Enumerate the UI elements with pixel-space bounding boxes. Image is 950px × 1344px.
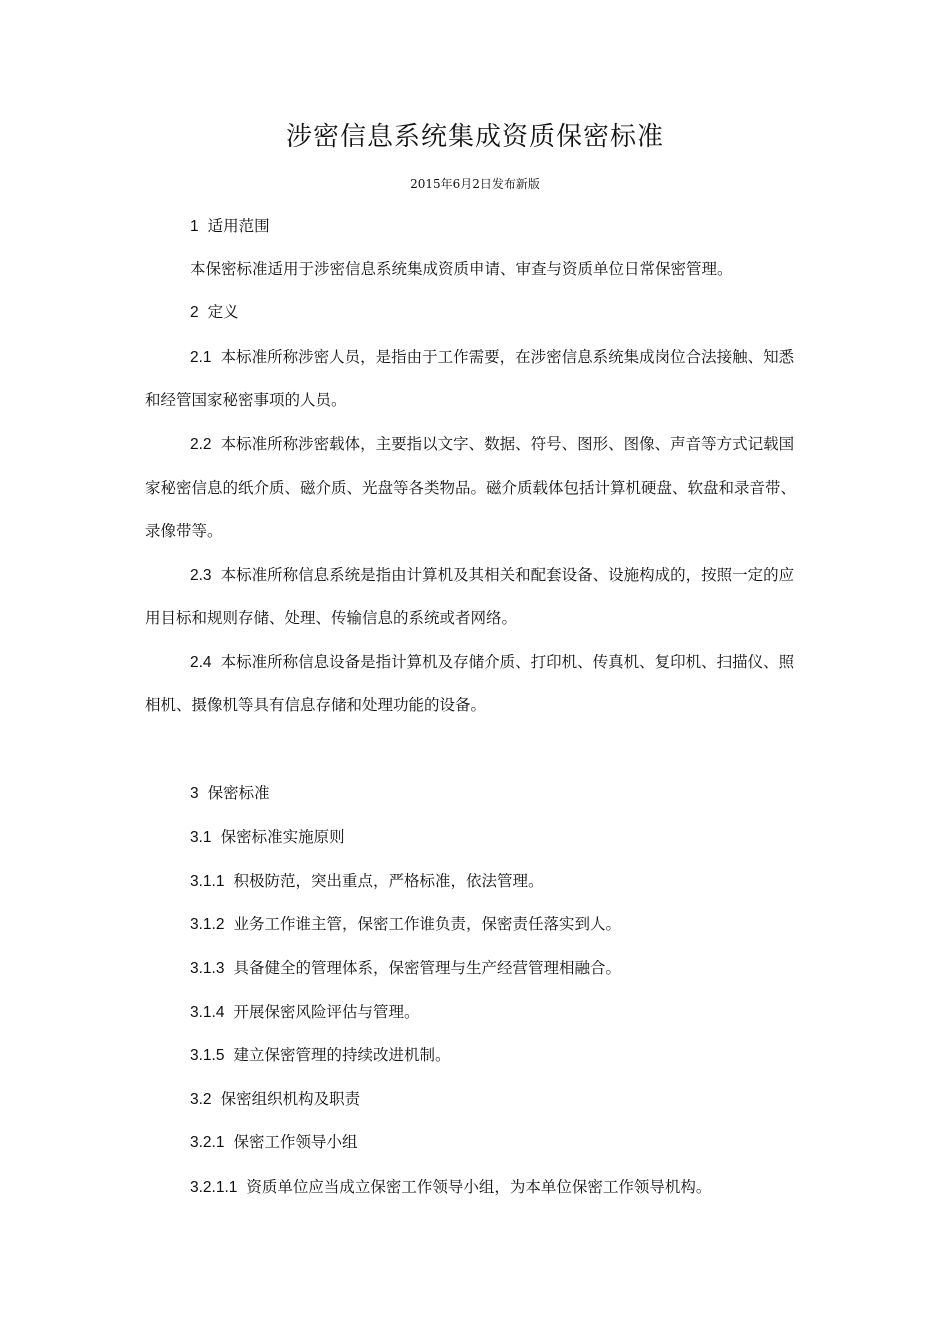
paragraph-scope: 本保密标准适用于涉密信息系统集成资质申请、审查与资质单位日常保密管理。 (190, 260, 733, 278)
clause-text: 保密标准实施原则 (220, 828, 345, 846)
clause-number: 3.1.2 (190, 916, 225, 933)
clause-2-4-line-1 (190, 652, 794, 673)
clause-text: 具备健全的管理体系，保密管理与生产经营管理相融合。 (233, 959, 621, 977)
clause-text: 资质单位应当成立保密工作领导小组，为本单位保密工作领导机构。 (246, 1178, 712, 1196)
clause-text: 本标准所称信息设备是指计算机及存储介质、打印机、传真机、复印机、扫描仪、照 (220, 653, 795, 671)
section-number: 1 (190, 218, 199, 235)
clause-2-1-line-2: 和经管国家秘密事项的人员。 (145, 391, 347, 409)
clause-number: 3.1.3 (190, 960, 225, 977)
clause-number: 2.1 (190, 349, 212, 366)
section-number: 3 (190, 785, 199, 802)
clause-number: 3.2 (190, 1091, 212, 1108)
section-1-heading (190, 216, 270, 237)
section-title: 适用范围 (207, 217, 270, 235)
clause-2-3-line-1 (190, 565, 794, 586)
document-title: 涉密信息系统集成资质保密标准 (285, 122, 664, 152)
clause-number: 3.1.4 (190, 1004, 225, 1021)
section-number: 2 (190, 304, 199, 321)
clause-text: 开展保密风险评估与管理。 (233, 1003, 420, 1021)
clause-number: 3.1.5 (190, 1047, 225, 1064)
clause-2-2-line-2: 家秘密信息的纸介质、磁介质、光盘等各类物品。磁介质载体包括计算机硬盘、软盘和录音带、 (145, 479, 797, 497)
section-title: 定义 (207, 303, 239, 321)
clause-text: 本标准所称涉密载体，主要指以文字、数据、符号、图形、图像、声音等方式记载国 (220, 435, 795, 453)
clause-text: 积极防范，突出重点，严格标准，依法管理。 (233, 872, 544, 890)
clause-text: 本标准所称涉密人员，是指由于工作需要，在涉密信息系统集成岗位合法接触、知悉 (220, 348, 795, 366)
clause-2-2-line-3: 录像带等。 (145, 522, 223, 540)
clause-text: 建立保密管理的持续改进机制。 (233, 1046, 451, 1064)
clause-number: 2.2 (190, 436, 212, 453)
clause-text: 保密组织机构及职责 (220, 1090, 361, 1108)
clause-text: 业务工作谁主管，保密工作谁负责，保密责任落实到人。 (233, 915, 621, 933)
clause-2-1-line-1 (190, 347, 810, 368)
section-3-heading (190, 783, 270, 804)
section-title: 保密标准 (207, 784, 270, 802)
section-2-heading (190, 302, 239, 323)
clause-3-1 (190, 827, 345, 848)
clause-number: 3.2.1.1 (190, 1179, 238, 1196)
clause-text: 本标准所称信息系统是指由计算机及其相关和配套设备、设施构成的，按照一定的应 (220, 566, 795, 584)
clause-3-1-5 (190, 1045, 451, 1066)
clause-3-2 (190, 1089, 360, 1110)
clause-number: 3.1.1 (190, 873, 225, 890)
clause-text: 保密工作领导小组 (233, 1133, 358, 1151)
clause-number: 3.2.1 (190, 1134, 225, 1151)
clause-3-1-4 (190, 1002, 420, 1023)
clause-number: 2.4 (190, 654, 212, 671)
clause-number: 2.3 (190, 567, 212, 584)
clause-3-1-1 (190, 871, 544, 892)
clause-3-1-2 (190, 914, 621, 935)
clause-3-1-3 (190, 958, 621, 979)
clause-2-4-line-2: 相机、摄像机等具有信息存储和处理功能的设备。 (145, 696, 487, 714)
clause-number: 3.1 (190, 829, 212, 846)
clause-2-3-line-2: 用目标和规则存储、处理、传输信息的系统或者网络。 (145, 609, 518, 627)
clause-2-2-line-1 (190, 434, 794, 455)
clause-3-2-1-1 (190, 1177, 711, 1198)
document-subtitle: 2015年6月2日发布新版 (410, 177, 540, 191)
clause-3-2-1 (190, 1132, 358, 1153)
